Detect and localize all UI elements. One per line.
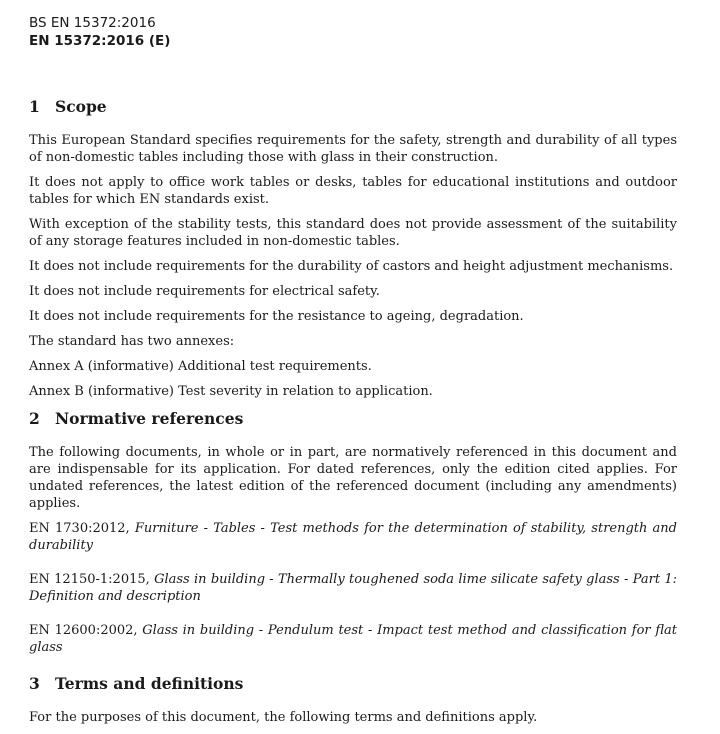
section-title: Normative references	[55, 409, 244, 428]
reference-item	[29, 520, 677, 554]
paragraph: It does not include requirements for electrical safety.	[29, 284, 380, 299]
section-scope	[29, 96, 677, 400]
section-heading	[29, 408, 677, 430]
reference-title: Glass in building - Pendulum test - Impact test method and classification for flat glass	[29, 623, 677, 655]
paragraph: For the purposes of this document, the following terms and definitions apply.	[29, 710, 538, 725]
paragraph: The following documents, in whole or in part, are normatively referenced in this document and are indispensable for its application. For dated references, only the edition cited applies. For undated references, the latest edition of the referenced document (including any amendments) applies.	[29, 445, 677, 511]
standard-code-en: EN 15372:2016 (E)	[29, 33, 171, 49]
section-terms-definitions	[29, 673, 677, 726]
paragraph: This European Standard specifies requirements for the safety, strength and durability of all types of non-domestic tables including those with glass in their construction.	[29, 133, 677, 165]
section-normative-references	[29, 408, 677, 656]
paragraph: With exception of the stability tests, this standard does not provide assessment of the suitability of any storage features included in non-domestic tables.	[29, 217, 677, 249]
document-body	[29, 96, 677, 734]
reference-code: EN 1730:2012,	[29, 521, 130, 536]
paragraph: It does not apply to office work tables or desks, tables for educational institutions and outdoor tables for which EN standards exist.	[29, 175, 677, 207]
reference-item	[29, 622, 677, 656]
section-title: Scope	[55, 97, 107, 116]
annex-b: Annex B (informative) Test severity in relation to application.	[29, 384, 433, 399]
section-heading	[29, 673, 677, 695]
reference-item	[29, 571, 677, 605]
reference-code: EN 12150-1:2015,	[29, 572, 150, 587]
section-number: 3	[29, 674, 40, 693]
reference-title: Glass in building - Thermally toughened soda lime silicate safety glass - Part 1: Definition and description	[29, 572, 677, 604]
section-title: Terms and definitions	[55, 674, 244, 693]
section-number: 1	[29, 97, 40, 116]
document-header	[29, 14, 170, 50]
section-heading	[29, 96, 677, 118]
annex-a: Annex A (informative) Additional test requirements.	[29, 359, 372, 374]
reference-list	[29, 520, 677, 656]
reference-code: EN 12600:2002,	[29, 623, 138, 638]
reference-title: Furniture - Tables - Test methods for the determination of stability, strength and durability	[29, 521, 677, 553]
paragraph: The standard has two annexes:	[29, 334, 235, 349]
section-number: 2	[29, 409, 40, 428]
standard-code: BS EN 15372:2016	[29, 15, 156, 31]
paragraph: It does not include requirements for the resistance to ageing, degradation.	[29, 309, 524, 324]
paragraph: It does not include requirements for the durability of castors and height adjustment mechanisms.	[29, 259, 674, 274]
